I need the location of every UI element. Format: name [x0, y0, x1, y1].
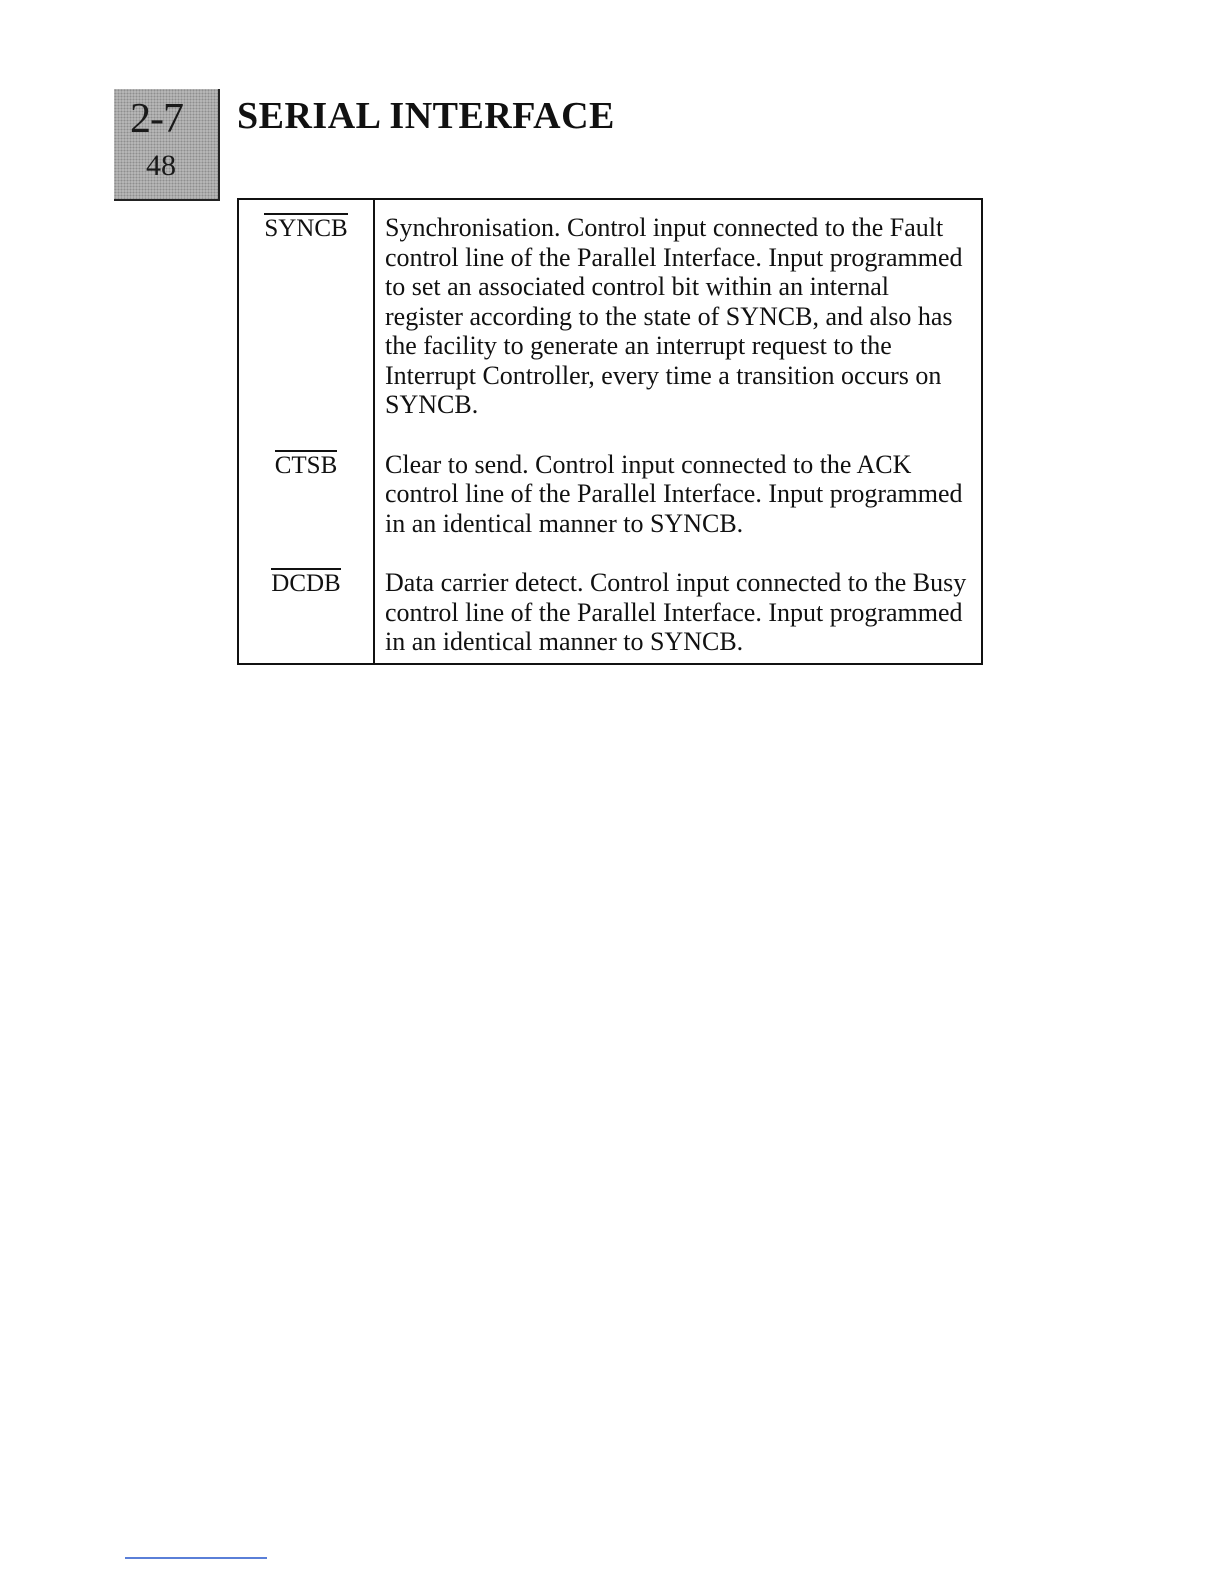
section-number: 2-7 [130, 96, 183, 142]
section-tab [114, 89, 220, 201]
signal-description: Clear to send. Control input connected to the ACK control line of the Parallel Interface. Input programmed in an identical manner to SYNCB. [385, 449, 963, 538]
page-number: 48 [146, 149, 176, 182]
signal-name: SYNCB [264, 215, 348, 242]
table-row [238, 199, 982, 450]
signal-table [237, 198, 983, 665]
table-row [238, 450, 982, 569]
signal-name: DCDB [271, 570, 341, 597]
signal-name-cell [238, 199, 374, 450]
signal-description: Synchronisation. Control input connected to the Fault control line of the Parallel Interface. Input programmed to set an associated control bit within an internal register according to the state of SYNCB, and also has the facility to generate an interrupt request to the Interrupt Controller, every time a transition occurs on SYNCB. [385, 213, 963, 419]
signal-name-cell [238, 568, 374, 664]
footer-rule [125, 1557, 267, 1559]
signal-description: Data carrier detect. Control input connected to the Busy control line of the Parallel Interface. Input programmed in an identical manner to SYNCB. [385, 568, 967, 656]
signal-name-cell [238, 450, 374, 569]
table-row [238, 568, 982, 664]
page-title: SERIAL INTERFACE [237, 95, 615, 137]
signal-name: CTSB [274, 451, 338, 479]
